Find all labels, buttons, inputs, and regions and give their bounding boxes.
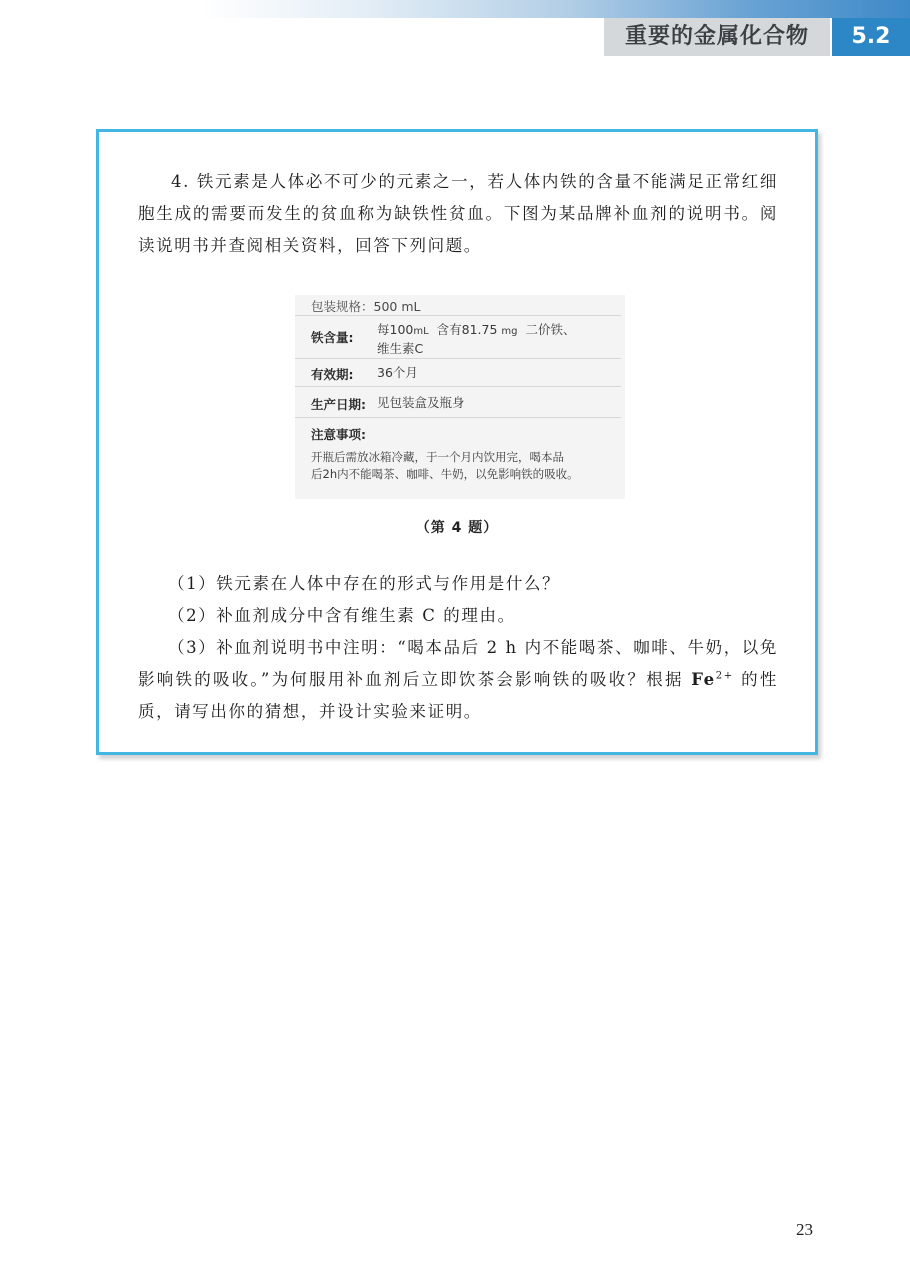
label-iron-value: 每100mL 含有81.75 mg 二价铁、 维生素C	[377, 322, 576, 356]
question-3: （3）补血剂说明书中注明：“喝本品后 2 h 内不能喝茶、咖啡、牛奶，以免影响铁的吸收。”为何服用补血剂后立即饮茶会影响铁的吸收？根据 $Fe^{2+}$ 的性质，请写出你的猜想，并设计实验来证明。	[138, 638, 779, 721]
figure-caption: （第 4 题）	[415, 520, 499, 536]
exercise-intro: 4. 铁元素是人体必不可少的元素之一，若人体内铁的含量不能满足正常红细胞生成的需要而发生的贫血称为缺铁性贫血。下图为某品牌补血剂的说明书。阅读说明书并查阅相关资料，回答下列问题。	[138, 172, 778, 255]
label-prod-value: 见包装盒及瓶身	[377, 395, 465, 410]
label-notes	[311, 425, 617, 483]
label-expiry-value: 36个月	[377, 365, 418, 380]
label-row-package	[295, 295, 621, 316]
label-iron-key: 铁含量:	[311, 330, 354, 345]
section-number: 5.2	[832, 18, 910, 56]
label-row-expiry	[295, 359, 621, 387]
question-1: （1）铁元素在人体中存在的形式与作用是什么？	[168, 574, 561, 593]
label-prod-key: 生产日期:	[311, 397, 366, 412]
header-gradient-band	[0, 0, 910, 18]
supplement-label-image	[295, 295, 625, 499]
page-number: 23	[796, 1220, 813, 1239]
label-notes-line1: 开瓶后需放冰箱冷藏，于一个月内饮用完，喝本品	[311, 450, 564, 464]
label-expiry-key: 有效期:	[311, 367, 354, 382]
label-row-production-date	[295, 387, 621, 418]
label-row-iron	[295, 316, 621, 359]
question-2: （2）补血剂成分中含有维生素 C 的理由。	[168, 606, 516, 625]
label-notes-key: 注意事项:	[311, 427, 366, 442]
label-package: 包装规格：500 mL	[311, 299, 421, 314]
label-notes-line2: 后2h内不能喝茶、咖啡、牛奶，以免影响铁的吸收。	[311, 467, 579, 481]
exercise-box	[96, 129, 818, 755]
chapter-title: 重要的金属化合物	[604, 18, 830, 56]
